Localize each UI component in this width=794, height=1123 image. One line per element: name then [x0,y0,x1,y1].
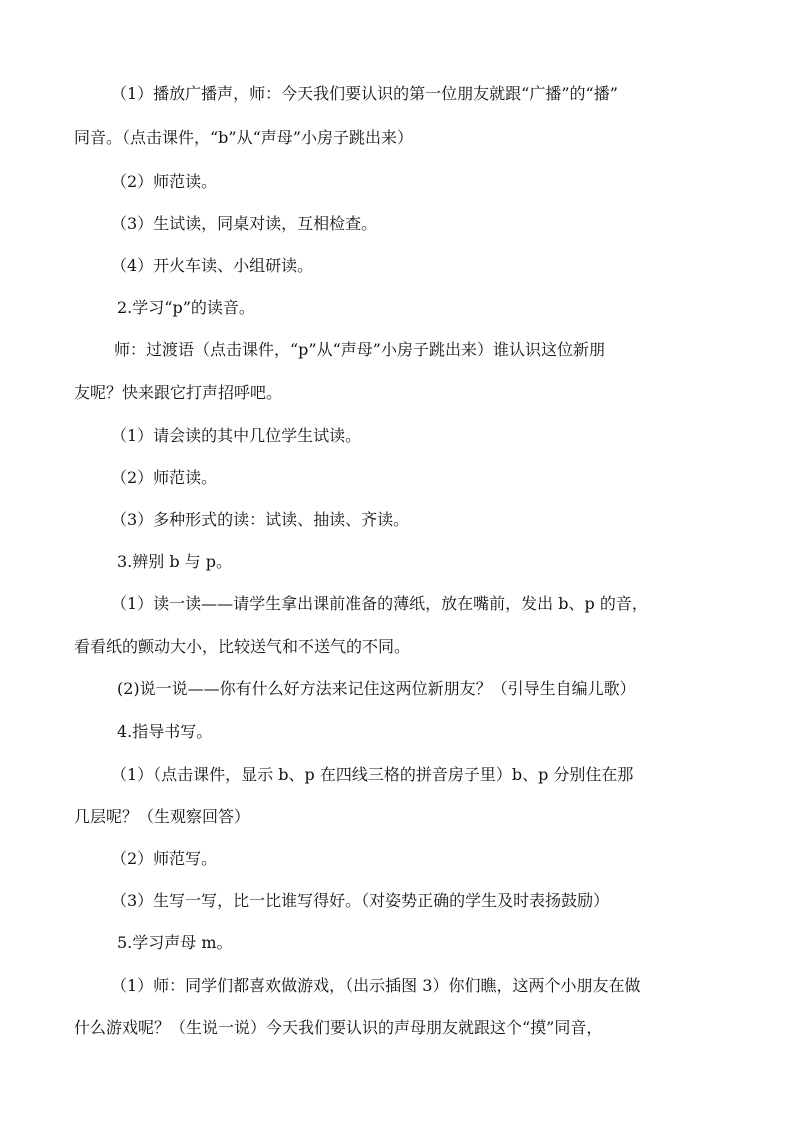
paragraph-line: （3）多种形式的读：试读、抽读、齐读。 [111,510,410,529]
paragraph-line: （3）生写一写，比一比谁写得好。（对姿势正确的学生及时表扬鼓励） [111,891,610,910]
paragraph-line: 师：过渡语（点击课件，“p”从“声母”小房子跳出来）谁认识这位新朋 [114,340,605,359]
paragraph-line: （1）师：同学们都喜欢做游戏，（出示插图 3）你们瞧，这两个小朋友在做 [111,976,641,995]
section-heading: 4.指导书写。 [117,722,213,741]
paragraph-line: （3）生试读，同桌对读，互相检查。 [111,214,378,233]
paragraph-line: （4）开火车读、小组研读。 [111,256,314,275]
paragraph-line: 什么游戏呢？（生说一说）今天我们要认识的声母朋友就跟这个“摸”同音， [74,1018,603,1037]
paragraph-line: （2）师范读。 [111,172,218,191]
paragraph-line: 友呢？快来跟它打声招呼吧。 [74,383,283,402]
paragraph-line: （1）（点击课件，显示 b、p 在四线三格的拼音房子里）b、p 分别住在那 [111,765,634,784]
paragraph-line: （2）师范写。 [111,849,218,868]
paragraph-line: 几层呢？（生观察回答） [74,807,251,826]
paragraph-line: (2)说一说——你有什么好方法来记住这两位新朋友？（引导生自编儿歌） [117,679,636,698]
paragraph-line: （1）播放广播声，师：今天我们要认识的第一位朋友就跟“广播”的“播” [111,84,618,103]
paragraph-line: 同音。（点击课件，“b”从“声母”小房子跳出来） [74,128,413,147]
paragraph-line: （2）师范读。 [111,468,218,487]
paragraph-line: （1）请会读的其中几位学生试读。 [111,426,362,445]
paragraph-line: （1）读一读——请学生拿出课前准备的薄纸，放在嘴前，发出 b、p 的音， [111,594,648,613]
paragraph-line: 看看纸的颤动大小，比较送气和不送气的不同。 [74,637,411,656]
section-heading: 5.学习声母 m。 [117,933,233,952]
section-heading: 3.辨别 b 与 p。 [117,552,233,571]
section-heading: 2.学习“p”的读音。 [117,298,255,317]
